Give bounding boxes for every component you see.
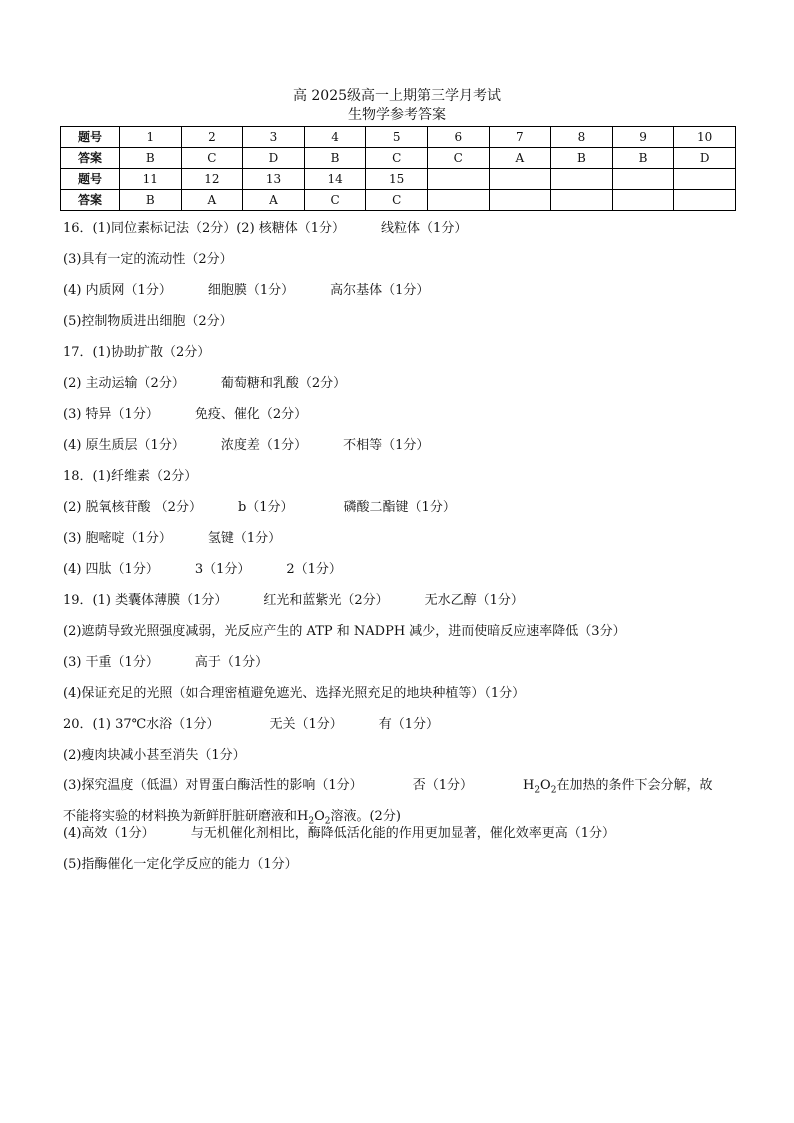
table-row	[61, 148, 736, 169]
formula-part: O	[314, 808, 325, 824]
answer-text: 高于（1分）	[194, 655, 269, 670]
table-cell: 3	[243, 127, 305, 148]
answer-line	[63, 437, 743, 468]
table-cell: 10	[674, 127, 736, 148]
table-cell: C	[304, 190, 366, 211]
answer-text: 高尔基体（1分）	[330, 283, 430, 298]
table-cell: 1	[120, 127, 182, 148]
table-cell	[674, 169, 736, 190]
answer-table	[60, 126, 736, 211]
table-cell: D	[243, 148, 305, 169]
answer-line	[63, 825, 743, 856]
answer-line	[63, 406, 743, 437]
row-header-number: 题号	[61, 169, 120, 190]
answer-text: 浓度差（1分）	[220, 438, 308, 453]
answer-text: 否（1分）	[412, 778, 473, 793]
answer-line	[63, 685, 743, 716]
answer-text: (2)遮荫导致光照强度减弱，光反应产生的 ATP 和 NADPH 减少，进而使暗反应速率降低（3分）	[63, 624, 626, 639]
table-cell: 12	[181, 169, 243, 190]
answer-text: 无水乙醇（1分）	[424, 593, 524, 608]
table-cell: 14	[304, 169, 366, 190]
answer-text: 19．(1) 类囊体薄膜（1分）	[63, 593, 228, 608]
answer-text: (2)瘦肉块减小甚至消失（1分）	[63, 748, 246, 763]
answer-text: (4) 内质网（1分）	[63, 283, 172, 298]
answer-text: (2) 主动运输（2分）	[63, 376, 185, 391]
table-cell: C	[427, 148, 489, 169]
table-cell	[612, 190, 674, 211]
table-cell: 4	[304, 127, 366, 148]
answer-line	[63, 592, 743, 623]
table-cell: B	[612, 148, 674, 169]
table-cell	[612, 169, 674, 190]
page-subtitle: 生物学参考答案	[348, 107, 446, 123]
row-header-answer: 答案	[61, 190, 120, 211]
answer-line	[63, 654, 743, 685]
answer-line	[63, 282, 743, 313]
table-row	[61, 190, 736, 211]
table-cell: C	[181, 148, 243, 169]
answer-line	[63, 716, 743, 747]
formula-subscript: 2	[550, 785, 557, 796]
formula-part: O	[540, 778, 551, 793]
answer-text: 16．(1)同位素标记法（2分）(2) 核糖体（1分）	[63, 221, 346, 236]
answer-text: 细胞膜（1分）	[207, 283, 295, 298]
table-cell	[674, 190, 736, 211]
answer-text: (3)具有一定的流动性（2分）	[63, 252, 233, 267]
answer-text: 葡萄糖和乳酸（2分）	[220, 376, 347, 391]
table-cell: A	[181, 190, 243, 211]
answer-text: 磷酸二酯键（1分）	[343, 500, 456, 515]
answer-text: (3)探究温度（低温）对胃蛋白酶活性的影响（1分）	[63, 778, 363, 793]
answer-line	[63, 530, 743, 561]
table-cell: 9	[612, 127, 674, 148]
formula-h2o2	[522, 778, 557, 796]
answer-text: 红光和蓝紫光（2分）	[263, 593, 389, 608]
table-cell: B	[120, 190, 182, 211]
table-cell: D	[674, 148, 736, 169]
table-cell: 2	[181, 127, 243, 148]
answer-text: 免疫、催化（2分）	[194, 407, 308, 422]
answer-line	[63, 220, 743, 251]
answer-text: 2（1分）	[286, 562, 342, 577]
answer-text: b（1分）	[237, 500, 294, 515]
row-header-answer: 答案	[61, 148, 120, 169]
table-cell: B	[120, 148, 182, 169]
answer-line	[63, 375, 743, 406]
answer-text: (2) 脱氧核苷酸 （2分）	[63, 500, 202, 515]
answer-text: 溶液。(2分)	[330, 808, 401, 824]
row-header-number: 题号	[61, 127, 120, 148]
answer-text: 不能将实验的材料换为新鲜肝脏研磨液和H	[63, 808, 309, 824]
table-cell: 6	[427, 127, 489, 148]
formula-subscript: 2	[534, 785, 541, 796]
answer-lines	[63, 220, 743, 887]
table-cell: C	[366, 148, 428, 169]
answer-line	[63, 561, 743, 592]
table-cell: A	[243, 190, 305, 211]
answer-line	[63, 499, 743, 530]
answer-text: 有（1分）	[378, 717, 440, 732]
answer-text: 20．(1) 37℃水浴（1分）	[63, 717, 220, 732]
table-cell: B	[551, 148, 613, 169]
formula-subscript: 2	[324, 816, 331, 827]
table-cell	[427, 190, 489, 211]
answer-text: (4)高效（1分）	[63, 826, 155, 841]
answer-line	[63, 468, 743, 499]
answer-text: (3) 胞嘧啶（1分）	[63, 531, 172, 546]
answer-line	[63, 251, 743, 282]
table-cell: A	[489, 148, 551, 169]
table-row	[61, 169, 736, 190]
formula-subscript: 2	[308, 816, 315, 827]
answer-text: 线粒体（1分）	[381, 221, 468, 236]
answer-text: (4) 四肽（1分）	[63, 562, 159, 577]
formula-part: H	[522, 778, 535, 793]
table-cell	[551, 169, 613, 190]
answer-text: (4)保证充足的光照（如合理密植避免遮光、选择光照充足的地块种植等）（1分）	[63, 686, 526, 701]
table-row	[61, 127, 736, 148]
answer-text: 在加热的条件下会分解，故	[556, 778, 713, 793]
answer-text: 3（1分）	[194, 562, 251, 577]
table-cell: 15	[366, 169, 428, 190]
answer-line	[63, 313, 743, 344]
table-cell: 7	[489, 127, 551, 148]
answer-line	[63, 773, 743, 825]
table-cell: C	[366, 190, 428, 211]
table-cell	[489, 190, 551, 211]
answer-text: (4) 原生质层（1分）	[63, 438, 185, 453]
table-cell: B	[304, 148, 366, 169]
answer-text: 氢键（1分）	[207, 531, 282, 546]
answer-line	[63, 623, 743, 654]
answer-text: 与无机催化剂相比，酶降低活化能的作用更加显著，催化效率更高（1分）	[190, 826, 615, 841]
table-cell: 11	[120, 169, 182, 190]
page-title: 高 2025级高一上期第三学月考试	[292, 88, 502, 104]
table-cell: 8	[551, 127, 613, 148]
answer-line	[63, 344, 743, 375]
table-cell	[551, 190, 613, 211]
answer-text: 18．(1)纤维素（2分）	[63, 469, 198, 484]
table-cell: 13	[243, 169, 305, 190]
table-cell	[489, 169, 551, 190]
answer-text: (3) 干重（1分）	[63, 655, 159, 670]
answer-text: (5)控制物质进出细胞（2分）	[63, 314, 233, 329]
table-cell: 5	[366, 127, 428, 148]
answer-text: 无关（1分）	[269, 717, 343, 732]
answer-text: (5)指酶催化一定化学反应的能力（1分）	[63, 857, 298, 872]
table-cell	[427, 169, 489, 190]
answer-text: 不相等（1分）	[343, 438, 430, 453]
answer-text: (3) 特异（1分）	[63, 407, 159, 422]
answer-line	[63, 856, 743, 887]
answer-text: 17．(1)协助扩散（2分）	[63, 345, 211, 360]
